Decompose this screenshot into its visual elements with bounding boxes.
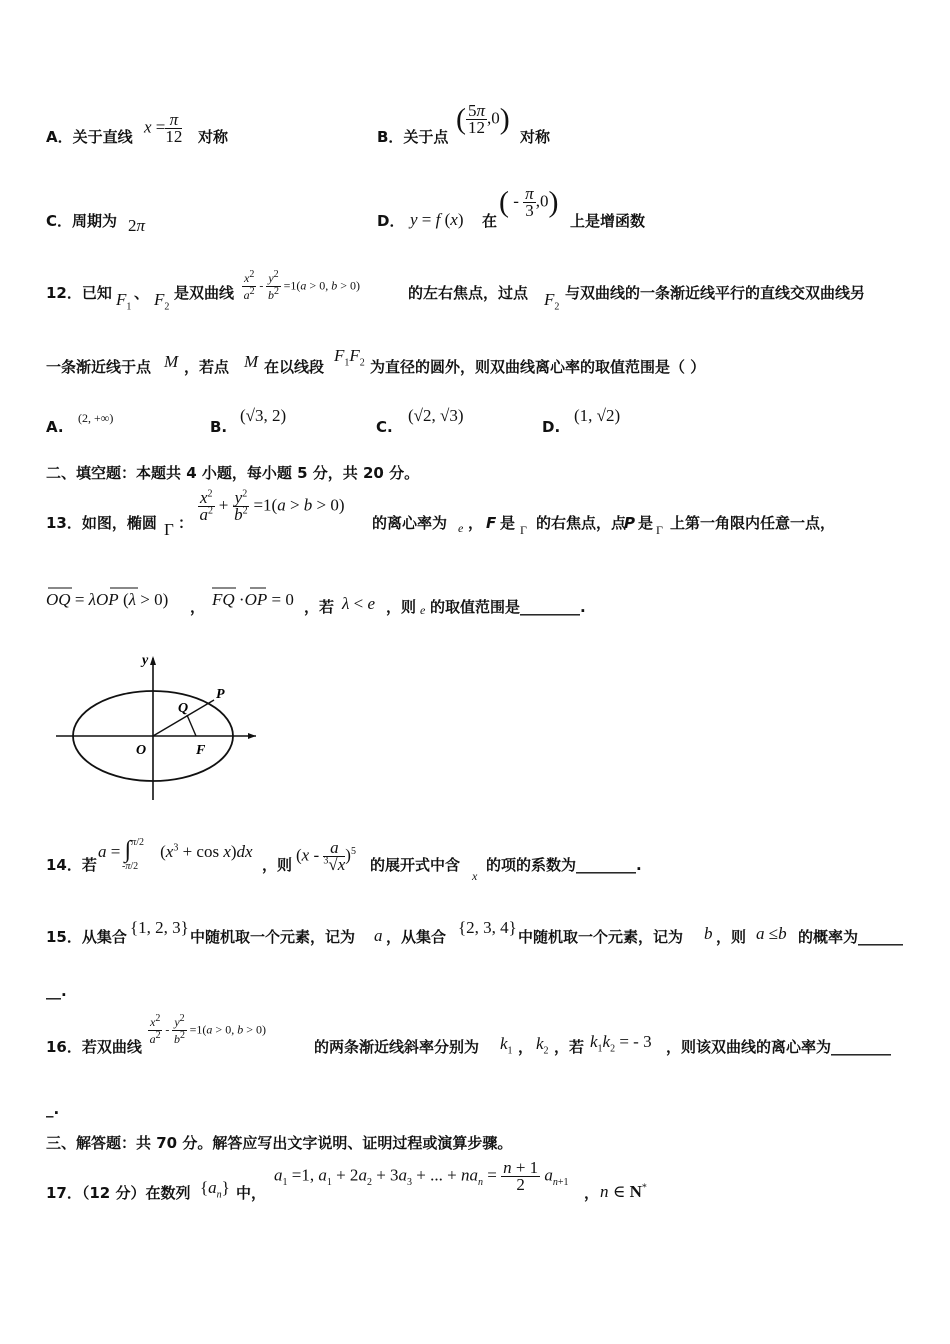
q16-k2: $k_2$: [536, 1034, 549, 1057]
q16-t4: ，则该双曲线的离心率为________: [666, 1038, 892, 1056]
q16-hyperbola-eq: $\frac{x^2}{a^2}$ - $\frac{y^2}{b^2}$ =1(a > 0, b > 0): [149, 1013, 266, 1046]
q12-number: 12．已知: [46, 284, 112, 302]
y-axis-arrow-icon: [150, 656, 156, 665]
q15-number: 15．从集合: [46, 928, 127, 946]
q11-option-d-mid: 在: [482, 212, 498, 230]
q16-number: 16．若双曲线: [46, 1038, 142, 1056]
q15-condition: a ≤b: [756, 924, 787, 943]
q12-option-d: D.: [542, 418, 561, 436]
q14-binomial: (x - $\frac{a}{^3√x}$ )$^5$: [296, 838, 356, 874]
q12-m1: M: [164, 352, 179, 371]
q15-t5: 的概率为______: [798, 928, 904, 946]
q12-f1: $F_1$: [116, 290, 132, 313]
q14-x: x: [472, 869, 478, 883]
q13-t2: ，: [468, 514, 484, 532]
q13-e: e: [458, 521, 464, 535]
q13-colon: ：: [178, 514, 194, 532]
q13-gamma2: Γ: [520, 523, 527, 537]
q13-vector-eq-2: FQ ·OP = 0: [212, 590, 294, 609]
x-axis-arrow-icon: [248, 733, 256, 739]
q14-t1: ，则: [262, 856, 293, 874]
q11-option-b-math: ( $\frac{5\pi}{12}$ ,0): [456, 101, 510, 137]
q13-condition: λ < e: [342, 594, 376, 613]
label-p: P: [216, 687, 225, 702]
section-3-heading: 三、解答题：共 70 分。解答应写出文字说明、证明过程或演算步骤。: [46, 1134, 513, 1152]
q16-k1: $k_1$: [500, 1034, 513, 1057]
q11-option-c-math: 2π: [128, 216, 146, 235]
q16-t3: ，若: [554, 1038, 585, 1056]
q12-t1: 是双曲线: [174, 284, 235, 302]
label-q: Q: [178, 701, 189, 716]
q12-option-b: B.: [210, 418, 228, 436]
q11-option-a-suffix: 对称: [198, 128, 229, 146]
q11-option-a: A．关于直线: [46, 128, 133, 146]
q14-t2: 的展开式中含: [370, 856, 461, 874]
q13-t3: 是: [500, 514, 516, 532]
q15-t3: 中随机取一个元素，记为: [518, 928, 684, 946]
q12-t6: 在以线段: [264, 358, 325, 376]
label-y: y: [142, 653, 149, 668]
q17-t2: ，: [584, 1184, 600, 1202]
q13-t7: ，: [190, 598, 206, 616]
q12-option-a-math: (2, +∞): [78, 411, 114, 425]
q11-option-d-interval: ( - $\frac{\pi}{3}$ ,0): [499, 184, 559, 220]
q15-t2: ，从集合: [386, 928, 447, 946]
q12-t2: 的左右焦点，过点: [408, 284, 529, 302]
q17-recurrence: $a_1 =1$, $a_1 + 2a_2 + 3a_3$ + ... + $na_n$ = $\frac{n + 1}{2}$ $a_{n+1}$: [274, 1158, 569, 1194]
q13-f: F: [486, 514, 497, 532]
q17-domain: n ∈ N*: [600, 1182, 647, 1201]
q13-t1: 的离心率为: [372, 514, 448, 532]
q11-option-b: B．关于点: [377, 128, 449, 146]
q15-set-a: {1, 2, 3}: [130, 918, 189, 937]
q12-t7: 为直径的圆外，则双曲线离心率的取值范围是（ ）: [370, 358, 706, 376]
q12-t5: ，若点: [184, 358, 230, 376]
q15-a: a: [374, 926, 383, 945]
q16-product: $k_1k_2$ = - 3: [590, 1032, 652, 1055]
q11-option-a-math: x = $\frac{\pi}{12}$: [144, 110, 183, 146]
q16-t1: 的两条渐近线斜率分别为: [314, 1038, 480, 1056]
q13-t8: ，若: [304, 598, 335, 616]
section-2-heading: 二、填空题：本题共 4 小题，每小题 5 分，共 20 分。: [46, 464, 420, 482]
vector-overlines: [46, 582, 266, 594]
q13-gamma: Γ: [164, 520, 174, 539]
q14-number: 14．若: [46, 856, 97, 874]
q12-option-c-math: (√2, √3): [408, 406, 464, 425]
q13-number: 13．如图，椭圆: [46, 514, 157, 532]
q17-t1: 中，: [236, 1184, 267, 1202]
q12-t4: 一条渐近线于点: [46, 358, 152, 376]
q15-set-b: {2, 3, 4}: [458, 918, 517, 937]
q12-f2b: $F_2$: [544, 290, 560, 313]
q13-ellipse-eq: $\frac{x^2}{a^2}$ + $\frac{y^2}{b^2}$ =1(a > b > 0): [199, 488, 345, 524]
q15-b: b: [704, 924, 713, 943]
q12-option-a: A.: [46, 418, 64, 436]
q14-integral: $a = \int^{\pi/2}_{-\pi/2}(x^3 + \cos x)dx$: [98, 837, 253, 872]
q14-t3: 的项的系数为________.: [486, 856, 642, 874]
q15-t6: __.: [46, 982, 67, 1000]
label-f: F: [196, 743, 206, 758]
q13-t5: 是: [638, 514, 654, 532]
q12-hyperbola-eq: $\frac{x^2}{a^2}$ - $\frac{y^2}{b^2}$ =1(a > 0, b > 0): [243, 269, 360, 302]
q11-option-d: D．: [377, 212, 405, 230]
q17-number: 17．（12 分）在数列: [46, 1184, 191, 1202]
q13-t9: ，则: [386, 598, 417, 616]
q15-t4: ，则: [716, 928, 747, 946]
q12-option-c: C.: [376, 418, 393, 436]
q12-m2: M: [244, 352, 259, 371]
q12-t3: 与双曲线的一条渐近线平行的直线交双曲线另: [565, 284, 866, 302]
q15-t1: 中随机取一个元素，记为: [190, 928, 356, 946]
q13-e2: e: [420, 603, 426, 617]
q11-option-d-suffix: 上是增函数: [570, 212, 646, 230]
q13-gamma3: Γ: [656, 523, 663, 537]
q16-t5: _.: [46, 1100, 60, 1118]
segment-fq: [187, 715, 196, 736]
q13-t4: 的右焦点，点: [536, 514, 627, 532]
q17-sequence: $\{a_n\}$: [200, 1178, 230, 1201]
label-o: O: [136, 743, 147, 758]
q13-p: P: [624, 514, 635, 532]
q13-t6: 上第一角限内任意一点，: [670, 514, 836, 532]
q11-option-b-suffix: 对称: [520, 128, 551, 146]
q13-t10: 的取值范围是________.: [430, 598, 586, 616]
q12-f1f2: $F_1F_2$: [334, 346, 365, 369]
q11-option-c: C．周期为: [46, 212, 118, 230]
q12-f2: $F_2$: [154, 290, 170, 313]
q12-option-d-math: (1, √2): [574, 406, 621, 425]
q12-sep: 、: [134, 284, 150, 302]
ellipse-figure: [56, 648, 266, 808]
q12-option-b-math: (√3, 2): [240, 406, 287, 425]
q11-option-d-func: y = f (x): [410, 210, 464, 229]
q13-vector-eq-1: OQ = λOP (λ > 0): [46, 590, 169, 609]
q16-t2: ，: [518, 1038, 534, 1056]
